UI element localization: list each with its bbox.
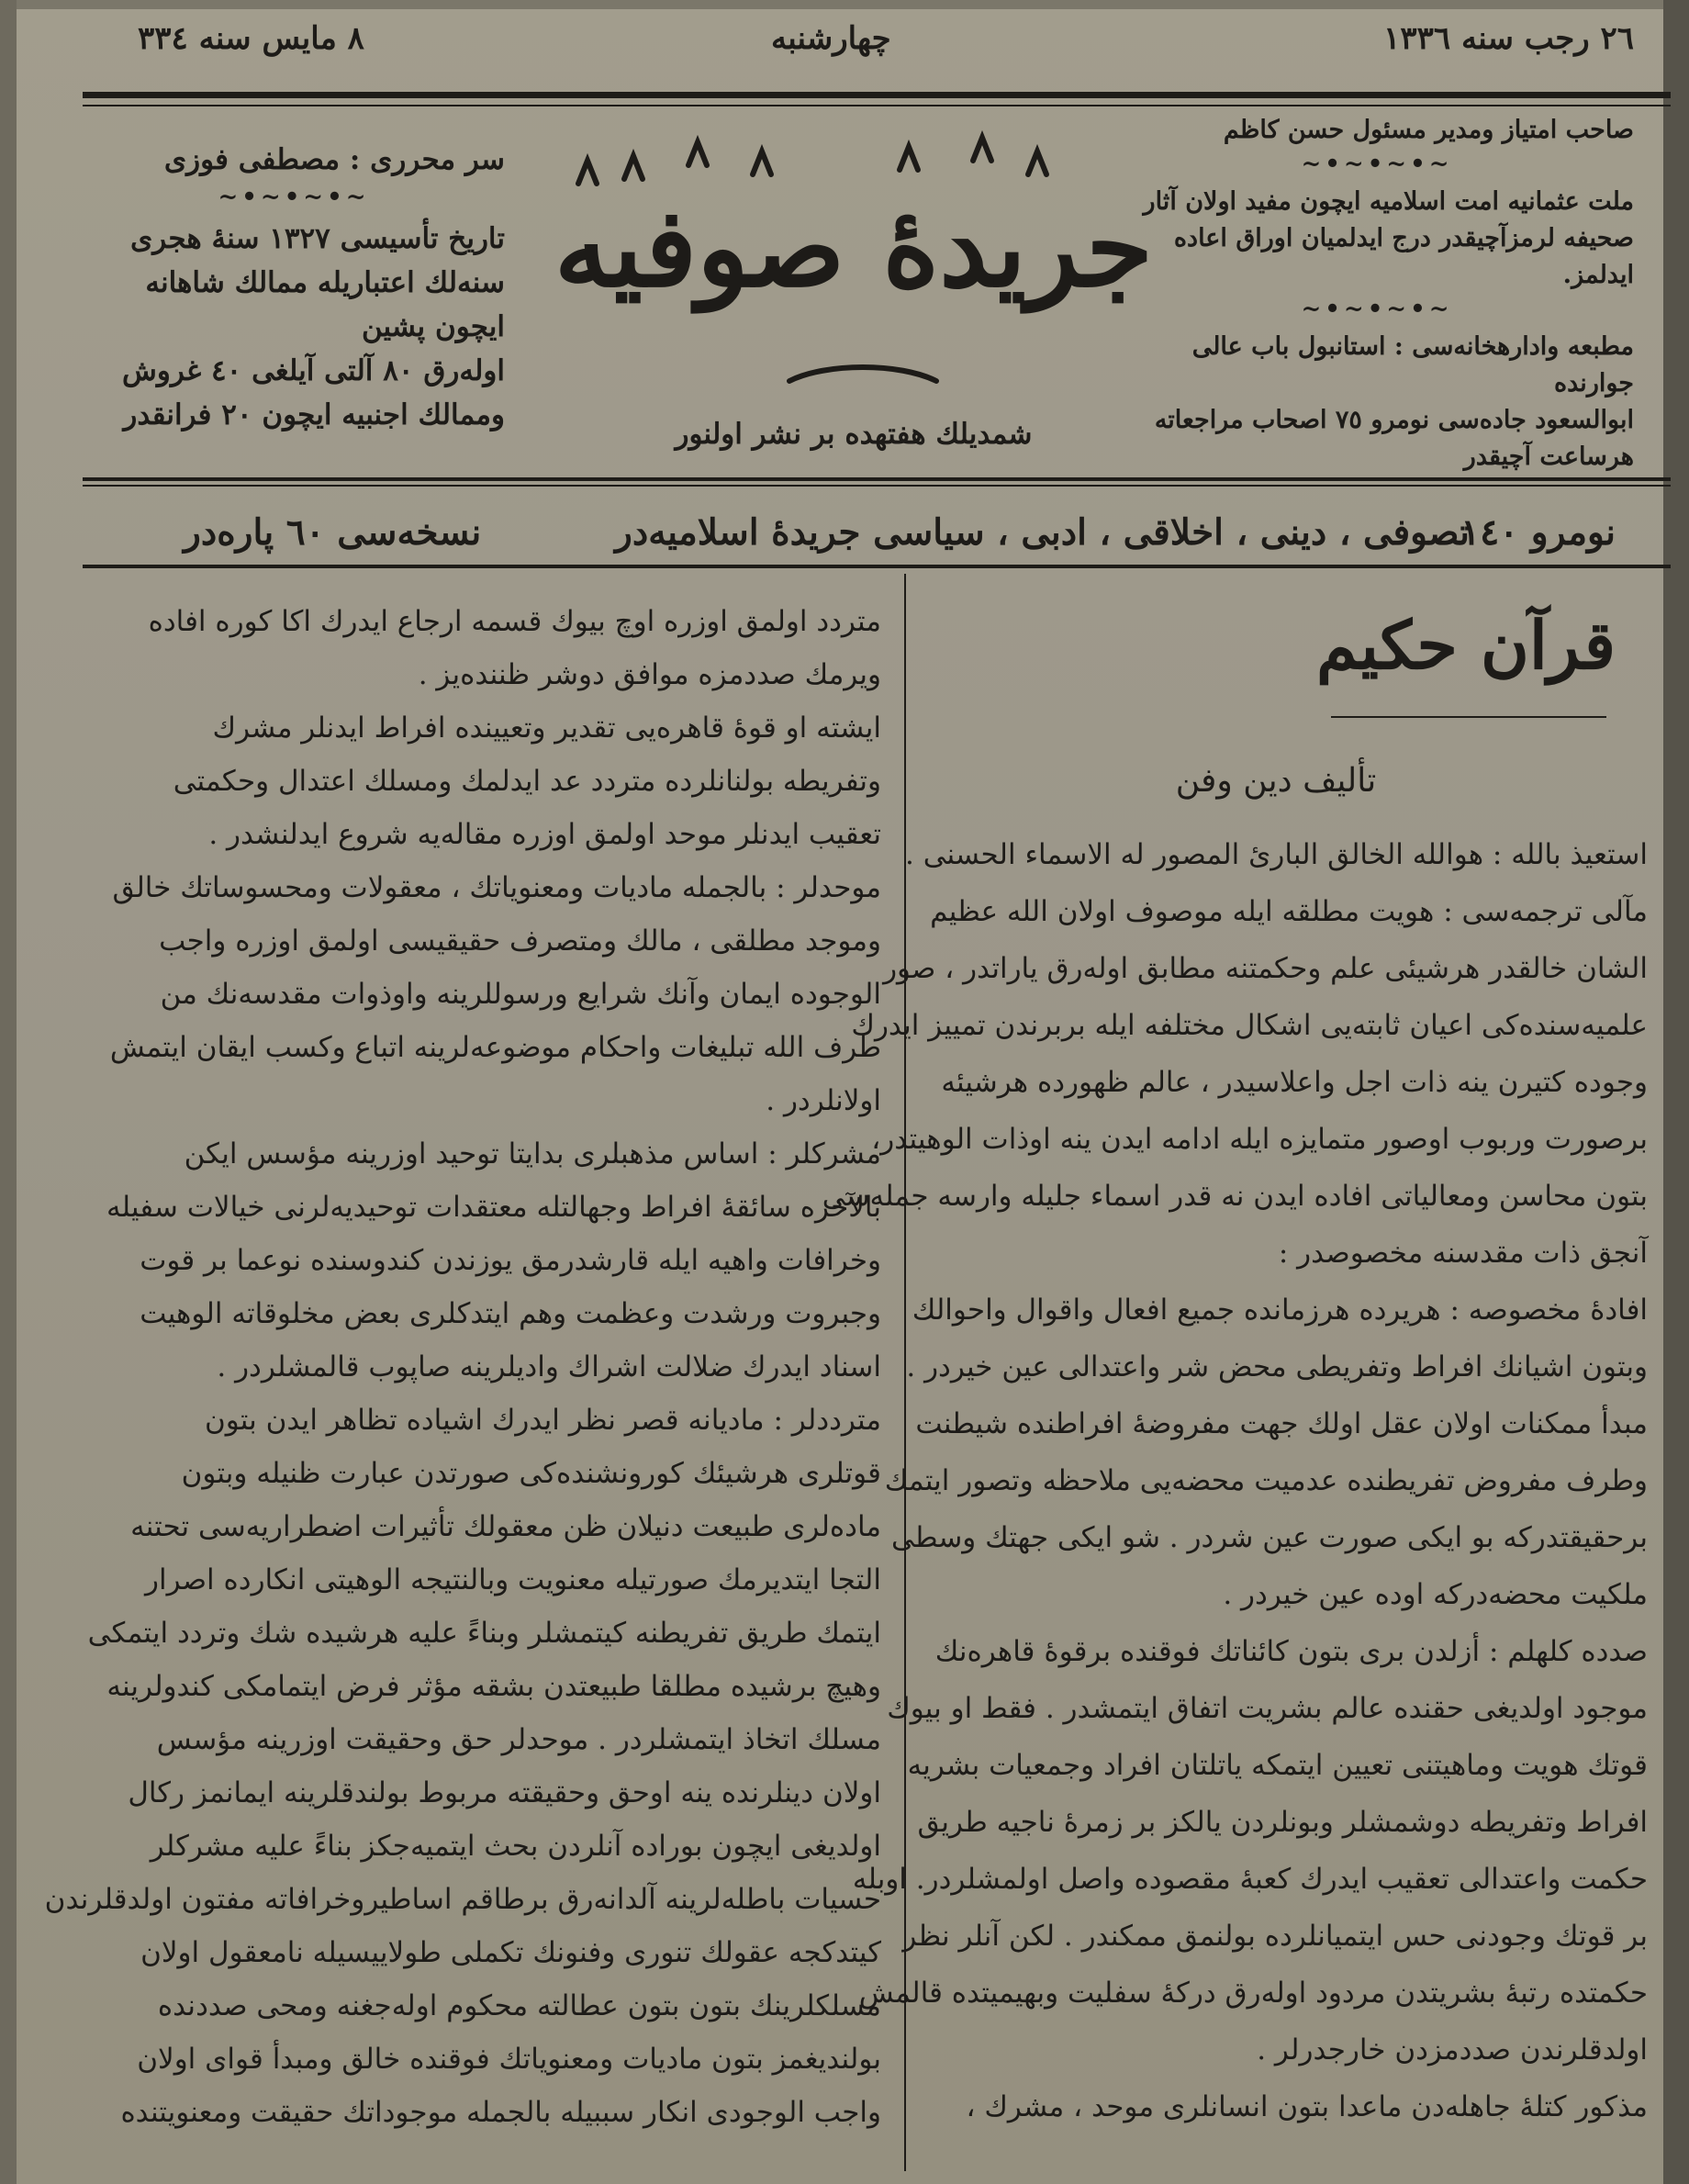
article-line: بر قوتك وجودنی حس ايتميانلرده بولنمق ممكندر . لكن آنلر نظر bbox=[902, 1920, 1648, 1953]
title-diacritic-mark bbox=[578, 161, 597, 184]
title-diacritic-mark bbox=[1028, 151, 1046, 174]
article-line: مسلكلرينك بتون بتون عطالته محكوم اوله‌جغنه ومحی صددنده bbox=[157, 1989, 881, 2022]
header-top-rule bbox=[83, 92, 1671, 98]
article-line: برحقيقتدركه بو ايكی صورت عين شردر . شو ايكی جهتك وسطی bbox=[891, 1521, 1648, 1554]
article-line: استعيذ بالله : هوالله الخالق البارئ المصور له الاسماء الحسنی . bbox=[904, 838, 1648, 871]
article-line: حكمتده رتبهٔ بشريتدن مردود اوله‌رق دركهٔ سفليت وبهيميتده قالمش bbox=[858, 1977, 1648, 2010]
article-line: مسلك اتخاذ ايتمشلردر . موحدلر حق وحقيقت اوزرينه مؤسس bbox=[156, 1723, 881, 1756]
masthead-right-block bbox=[1120, 112, 1634, 476]
ornament-divider: ~•~•~•~ bbox=[1301, 151, 1453, 178]
article-line: وهيچ برشيده مطلقا طبيعتدن بشقه مؤثر فرض ايتمامكی كندولرينه bbox=[106, 1670, 881, 1703]
article-line: وبتون اشيانك افراط وتفريطی محض شر واعتدالی عين خيردر . bbox=[906, 1350, 1648, 1383]
article-line: مشركلر : اساس مذهبلری بدايتا توحيد اوزرينه مؤسس ايكن bbox=[184, 1137, 881, 1170]
masthead-right-line: صاحب امتياز ومدير مسئول حسن كاظم bbox=[1223, 116, 1634, 144]
page-edge-left bbox=[0, 0, 17, 2184]
article-line: ايشته او قوهٔ قاهره‌يی تقدير وتعيينده افراط ايدنلر مشرك bbox=[212, 711, 881, 745]
newspaper-subtitle: شمديلك هفتهده بر نشر اولنور bbox=[675, 418, 1033, 451]
article-line: علميه‌سنده‌كی اعيان ثابته‌يی اشكال مختلفه ايله بربرندن تمييز ايدرك bbox=[851, 1009, 1648, 1042]
section-heading: قرآن حكيم bbox=[1315, 606, 1616, 684]
masthead-right-line: ابوالسعود جاده‌سی نومرو ٧٥ اصحاب مراجعاته bbox=[1154, 406, 1634, 434]
title-diacritic-mark bbox=[973, 138, 991, 161]
header-top-rule-thin bbox=[83, 105, 1671, 106]
title-diacritic-mark bbox=[688, 142, 707, 165]
section-subheading: تأليف دين وفن bbox=[1175, 762, 1377, 800]
masthead-right-line: مطبعه وادارهخانه‌سی : استانبول باب عالی جوارنده bbox=[1191, 332, 1634, 398]
ornament-divider: ~•~•~•~ bbox=[218, 184, 370, 211]
article-line: ماده‌لری طبيعت دنيلان ظن معقولك تأثيرات اضطراريه‌سی تحتنه bbox=[130, 1510, 881, 1543]
chief-editor-line: سر محرری : مصطفی فوزی bbox=[163, 143, 505, 176]
article-line: برصورت وربوب اوصور متمايزه ايله ادامه ايدن ينه اوذات الوهيتدر، bbox=[871, 1123, 1648, 1156]
issue-price: نسخه‌سی ٦٠ پاره‌در bbox=[184, 511, 482, 554]
title-diacritic-mark bbox=[624, 156, 643, 179]
info-bar-bottom-rule bbox=[83, 565, 1671, 568]
masthead-left-line: سنه‌لك اعتباريله ممالك شاهانه ايچون پشين bbox=[145, 266, 505, 343]
article-line: موجود اولديغی حقنده عالم بشريت اتفاق ايتمشدر . فقط او بيوك bbox=[887, 1692, 1648, 1725]
weekday: چهارشنبه bbox=[771, 20, 891, 57]
article-line: موحدلر : بالجمله ماديات ومعنوياتك ، معقولات ومحسوساتك خالق bbox=[112, 871, 881, 904]
article-line: افراط وتفريطه دوشمشلر وبونلردن يالكز بر زمرهٔ ناجيه طريق bbox=[917, 1806, 1648, 1839]
masthead-left-line: تاريخ تأسيسی ١٣٢٧ سنهٔ هجری bbox=[129, 222, 505, 255]
article-line: افادهٔ مخصوصه : هريرده هرزمانده جميع افعال واقوال واحوالك bbox=[912, 1294, 1648, 1327]
article-line: حسيات باطله‌لرينه آلدانه‌رق برطاقم اساطيروخرافاته مفتون اولدقلرندن bbox=[44, 1883, 881, 1916]
article-line: الشان خالقدر هرشيئی علم وحكمتنه مطابق اوله‌رق ياراتدر ، صور bbox=[883, 952, 1648, 985]
page-edge-top bbox=[0, 0, 1689, 9]
masthead-right-line: هرساعت آچيقدر bbox=[1463, 442, 1634, 471]
info-bar-top-rule bbox=[83, 477, 1671, 481]
article-line: كيتدكجه عقولك تنوری وفنونك تكملی طولاييسيله نامعقول اولان bbox=[140, 1936, 881, 1969]
article-line: اولان دينلرنده ينه اوحق وحقيقته مربوط بولندقلرينه ايمانمز ركال bbox=[128, 1776, 881, 1809]
article-line: التجا ايتديرمك صورتيله معنويت وبالنتيجه الوهيتی انكارده اصرار bbox=[145, 1563, 881, 1596]
article-line: مترددلر : ماديانه قصر نظر ايدرك اشياده تظاهر ايدن بتون bbox=[205, 1404, 881, 1437]
page-edge-right bbox=[1663, 0, 1689, 2184]
masthead-left-block bbox=[83, 138, 505, 437]
article-line: اولديغی ايچون بوراده آنلردن بحث ايتميه‌جكز بناءً عليه مشركلر bbox=[150, 1830, 881, 1863]
ornament-divider: ~•~•~•~ bbox=[1301, 296, 1453, 323]
title-diacritic-mark bbox=[753, 151, 771, 174]
article-line: صدده كلهلم : أزلدن بری بتون كائناتك فوقنده برقوهٔ قاهره‌نك bbox=[934, 1635, 1648, 1668]
heading-underline bbox=[1331, 716, 1606, 718]
article-line: بولنديغمز بتون ماديات ومعنوياتك فوقنده خالق ومبدأ قوای اولان bbox=[137, 2043, 881, 2076]
article-line: مآلی ترجمه‌سی : هويت مطلقه ايله موصوف اولان الله عظيم bbox=[930, 895, 1648, 928]
date-rumi: ٨ مايس سنه ٣٣٤ bbox=[138, 20, 364, 57]
article-line: مذكور كتلهٔ جاهله‌دن ماعدا بتون انسانلری موحد ، مشرك ، bbox=[966, 2090, 1648, 2123]
article-line: ويرمك صددمزه موافق دوشر ظننده‌يز . bbox=[418, 658, 881, 691]
masthead-right-line: ملت عثمانيه امت اسلاميه ايچون مفيد اولان آثار bbox=[1143, 187, 1634, 216]
article-line: وجوده كتيرن ينه ذات اجل واعلاسيدر ، عالم ظهورده هرشيئه bbox=[941, 1066, 1648, 1099]
article-line: وطرف مفروض تفريطنده عدميت محضه‌يی ملاحظه وتصور ايتمك bbox=[884, 1464, 1648, 1497]
article-line: حكمت واعتدالی تعقيب ايدرك كعبهٔ مقصوده واصل اولمشلردر. اوبله bbox=[852, 1863, 1648, 1896]
article-line: وتفريطه بولنانلرده متردد عد ايدلمك ومسلك اعتدال وحكمتی bbox=[173, 765, 881, 798]
title-flourish bbox=[789, 367, 936, 381]
article-line: قوتلری هرشيئك كورونشنده‌كی صورتدن عبارت ظنيله وبتون bbox=[181, 1457, 881, 1490]
masthead-title-block bbox=[514, 129, 1193, 404]
article-line: بتون محاسن ومعالياتی افاده ايدن نه قدر اسماء جليله وارسه جمله‌سی bbox=[822, 1180, 1648, 1213]
article-line: وخرافات واهيه ايله قارشدرمق يوزندن كندوسنده نوعما بر قوت bbox=[140, 1244, 881, 1277]
article-line: واجب الوجودی انكار سببيله بالجمله موجوداتك حقيقت ومعنويتنده bbox=[120, 2096, 881, 2129]
masthead-left-line: اوله‌رق ٨٠ آلتی آيلغی ٤٠ غروش bbox=[122, 354, 505, 387]
masthead-left-line: وممالك اجنبيه ايچون ٢٠ فرانقدر bbox=[123, 398, 505, 431]
info-bar-top-rule-thin bbox=[83, 485, 1671, 487]
newspaper-title: جريدهٔ صوفيه bbox=[554, 184, 1154, 311]
article-line: مبدأ ممكنات اولان عقل اولك جهت مفروضهٔ افراطنده شيطنت bbox=[915, 1407, 1648, 1440]
date-hijri: ٢٦ رجب سنه ١٣٣٦ bbox=[1383, 20, 1634, 57]
article-line: وموجد مطلقی ، مالك ومتصرف حقيقيسی اولمق اوزره واجب bbox=[159, 924, 881, 958]
paper-description: تصوفی ، دينی ، اخلاقی ، ادبی ، سياسی جريدهٔ اسلاميه‌در bbox=[615, 511, 1470, 554]
article-line: وجبروت ورشدت وعظمت وهم ايتدكلری بعض مخلوقاته الوهيت bbox=[140, 1297, 881, 1330]
article-line: ايتمك طريق تفريطنه كيتمشلر وبناءً عليه هرشيده شك وتردد ايتمكی bbox=[87, 1617, 881, 1650]
article-line: بالآخره سائقهٔ افراط وجهالتله معتقدات توحيديه‌لرنی خيالات سفيله bbox=[106, 1191, 881, 1224]
article-line: اولدقلرندن صددمزدن خارجدرلر . bbox=[1257, 2033, 1648, 2066]
article-line: اولانلردر . bbox=[766, 1084, 881, 1117]
article-line: تعقيب ايدنلر موحد اولمق اوزره مقاله‌يه شروع ايدلنشدر . bbox=[208, 818, 881, 851]
article-line: الوجوده ايمان وآنك شرايع ورسوللرينه واوذوات مقدسه‌نك من bbox=[160, 978, 881, 1011]
issue-number: نومرو ١٤٠ bbox=[1460, 511, 1616, 554]
article-line: ملكيت محضه‌دركه اوده عين خيردر . bbox=[1223, 1578, 1648, 1611]
article-line: طرف الله تبليغات واحكام موضوعه‌لرينه اتباع وكسب ايقان ايتمش bbox=[109, 1031, 881, 1064]
article-line: اسناد ايدرك ضلالت اشراك واديلرينه صاپوب قالمشلردر . bbox=[217, 1350, 881, 1383]
article-line: آنجق ذات مقدسنه مخصوصدر : bbox=[1278, 1237, 1648, 1270]
article-line: قوتك هويت وماهيتنی تعيين ايتمكه ياتلتان افراد وجمعيات بشريه bbox=[907, 1749, 1648, 1782]
title-diacritic-mark bbox=[900, 147, 918, 170]
article-line: متردد اولمق اوزره اوچ بيوك قسمه ارجاع ايدرك اكا كوره افاده bbox=[148, 605, 881, 638]
masthead-right-line: صحيفه لرمزآچيقدر درج ايدلميان اوراق اعاده ايدلمز. bbox=[1173, 224, 1634, 289]
left-column-text bbox=[44, 595, 881, 2139]
